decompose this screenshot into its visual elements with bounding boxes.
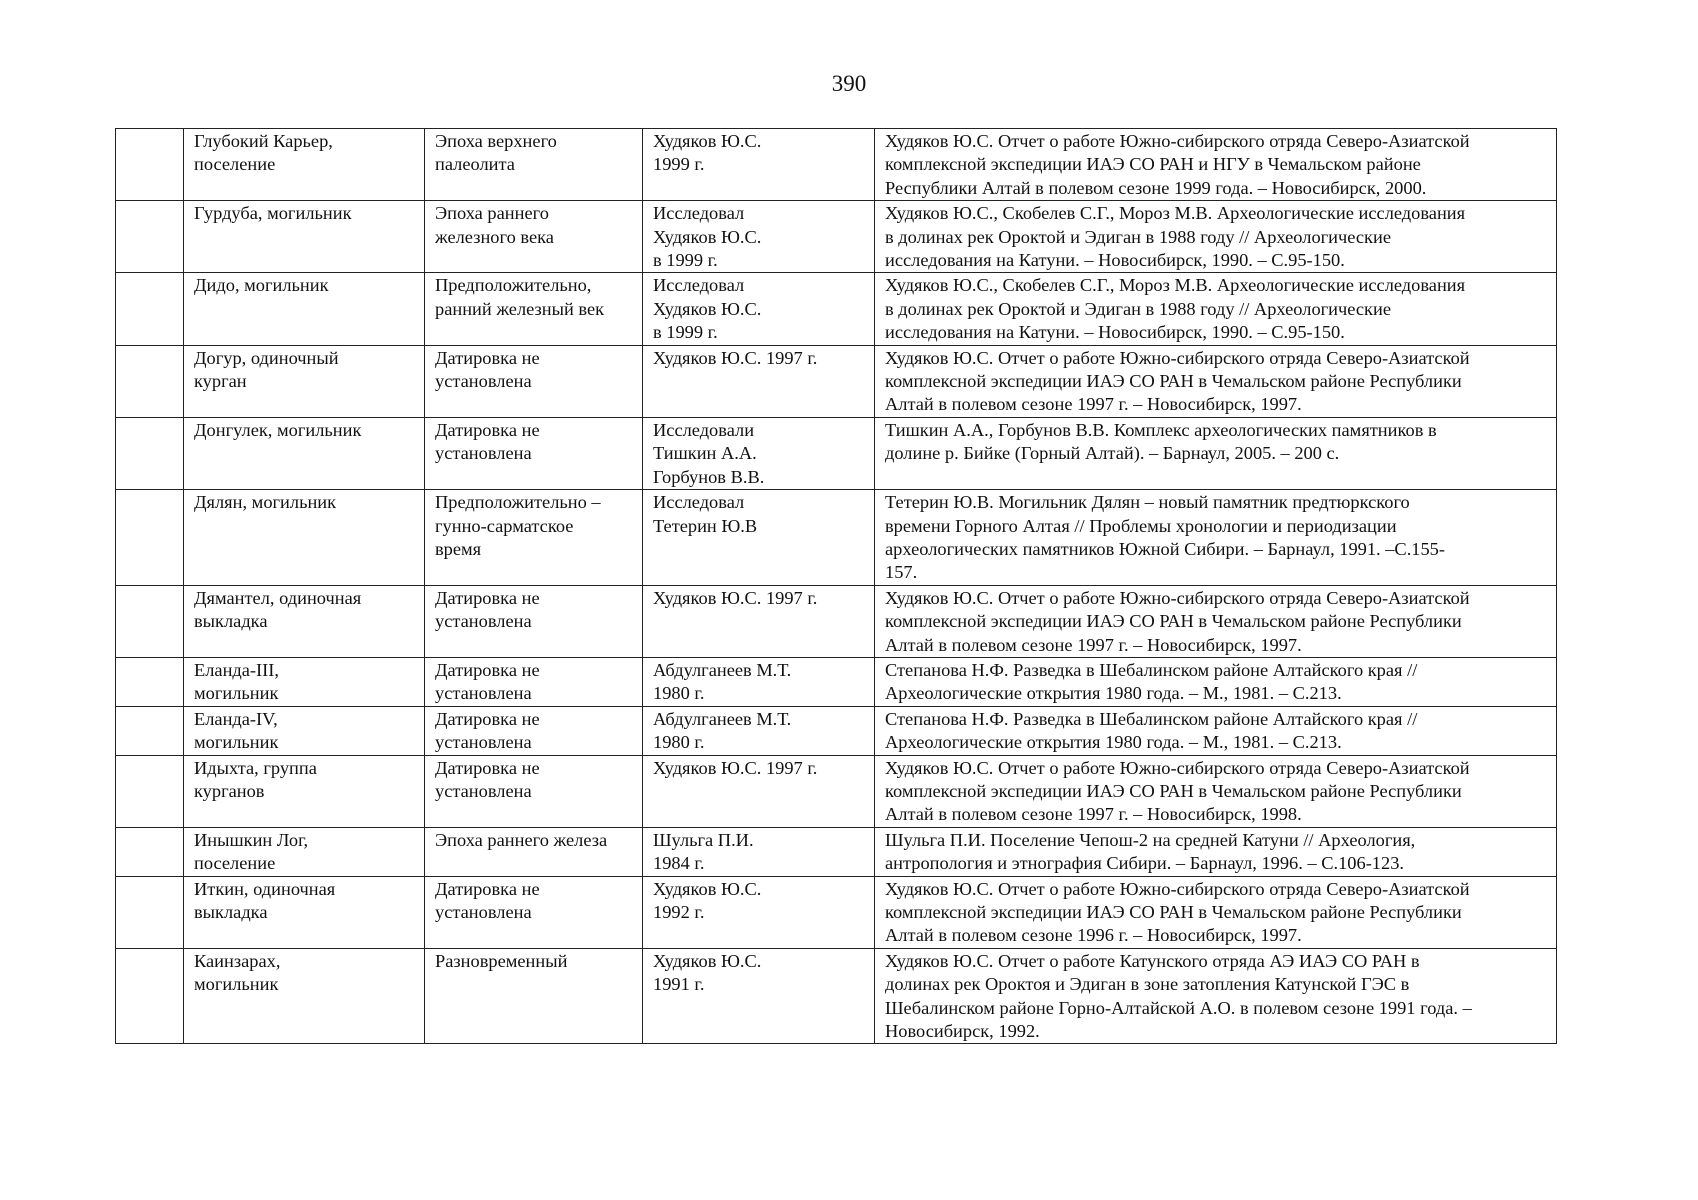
dating-cell: Датировка не установлена: [425, 755, 643, 827]
site-name-cell: Еланда-IV, могильник: [184, 706, 425, 755]
site-name-cell: Каинзарах, могильник: [184, 948, 425, 1044]
literature-cell: Худяков Ю.С. Отчет о работе Южно-сибирского отряда Северо-Азиатской комплексной экспедиции ИАЭ СО РАН в Чемальском районе Республики Алтай в полевом сезоне 1997 г. – Новосибирск, 1997.: [875, 345, 1557, 417]
dating-cell: Датировка не установлена: [425, 345, 643, 417]
researcher-cell: Исследовал Худяков Ю.С. в 1999 г.: [643, 201, 875, 273]
table-row: [116, 827, 1557, 876]
site-name-cell: Дямантел, одиночная выкладка: [184, 585, 425, 657]
site-name-cell: Инышкин Лог, поселение: [184, 827, 425, 876]
researcher-cell: Худяков Ю.С. 1997 г.: [643, 755, 875, 827]
site-name-cell: Догур, одиночный курган: [184, 345, 425, 417]
dating-cell: Эпоха раннего железного века: [425, 201, 643, 273]
table-row: [116, 273, 1557, 345]
site-name-cell: Иткин, одиночная выкладка: [184, 876, 425, 948]
table-row: [116, 948, 1557, 1044]
literature-cell: Худяков Ю.С. Отчет о работе Южно-сибирского отряда Северо-Азиатской комплексной экспедиции ИАЭ СО РАН в Чемальском районе Республики Алтай в полевом сезоне 1997 г. – Новосибирск, 1997.: [875, 585, 1557, 657]
table-row: [116, 585, 1557, 657]
page-number: 390: [831, 71, 867, 96]
literature-cell: Тишкин А.А., Горбунов В.В. Комплекс археологических памятников в долине р. Бийке (Горный Алтай). – Барнаул, 2005. – 200 с.: [875, 417, 1557, 489]
table-row: [116, 876, 1557, 948]
literature-cell: Шульга П.И. Поселение Чепош-2 на средней Катуни // Археология, антропология и этнография Сибири. – Барнаул, 1996. – С.106-123.: [875, 827, 1557, 876]
researcher-cell: Исследовали Тишкин А.А. Горбунов В.В.: [643, 417, 875, 489]
site-name-cell: Идыхта, группа курганов: [184, 755, 425, 827]
table-row: [116, 490, 1557, 586]
table-body: [116, 129, 1557, 1044]
row-number-cell: [116, 585, 184, 657]
literature-cell: Худяков Ю.С., Скобелев С.Г., Мороз М.В. Археологические исследования в долинах рек Ороктой и Эдиган в 1988 году // Археологические исследования на Катуни. – Новосибирск, 1990. – С.95-150.: [875, 273, 1557, 345]
literature-cell: Степанова Н.Ф. Разведка в Шебалинском районе Алтайского края // Археологические открытия 1980 года. – М., 1981. – С.213.: [875, 706, 1557, 755]
dating-cell: Датировка не установлена: [425, 657, 643, 706]
literature-cell: Худяков Ю.С. Отчет о работе Южно-сибирского отряда Северо-Азиатской комплексной экспедиции ИАЭ СО РАН в Чемальском районе Республики Алтай в полевом сезоне 1996 г. – Новосибирск, 1997.: [875, 876, 1557, 948]
dating-cell: Датировка не установлена: [425, 876, 643, 948]
researcher-cell: Исследовал Тетерин Ю.В: [643, 490, 875, 586]
dating-cell: Предположительно – гунно-сарматское время: [425, 490, 643, 586]
monuments-table: [115, 128, 1557, 1044]
dating-cell: Эпоха раннего железа: [425, 827, 643, 876]
table-row: [116, 129, 1557, 201]
literature-cell: Худяков Ю.С. Отчет о работе Катунского отряда АЭ ИАЭ СО РАН в долинах рек Ороктоя и Эдиган в зоне затопления Катунской ГЭС в Шебалинском районе Горно-Алтайской А.О. в полевом сезоне 1991 года. – Новосибирск, 1992.: [875, 948, 1557, 1044]
researcher-cell: Абдулганеев М.Т. 1980 г.: [643, 706, 875, 755]
literature-cell: Худяков Ю.С., Скобелев С.Г., Мороз М.В. Археологические исследования в долинах рек Ороктой и Эдиган в 1988 году // Археологические исследования на Катуни. – Новосибирск, 1990. – С.95-150.: [875, 201, 1557, 273]
dating-cell: Датировка не установлена: [425, 706, 643, 755]
researcher-cell: Абдулганеев М.Т. 1980 г.: [643, 657, 875, 706]
dating-cell: Датировка не установлена: [425, 417, 643, 489]
dating-cell: Разновременный: [425, 948, 643, 1044]
row-number-cell: [116, 755, 184, 827]
researcher-cell: Худяков Ю.С. 1999 г.: [643, 129, 875, 201]
table-row: [116, 657, 1557, 706]
researcher-cell: Исследовал Худяков Ю.С. в 1999 г.: [643, 273, 875, 345]
site-name-cell: Глубокий Карьер, поселение: [184, 129, 425, 201]
literature-cell: Тетерин Ю.В. Могильник Дялян – новый памятник предтюркского времени Горного Алтая // Проблемы хронологии и периодизации археологических памятников Южной Сибири. – Барнаул, 1991. –С.155- 157.: [875, 490, 1557, 586]
row-number-cell: [116, 417, 184, 489]
row-number-cell: [116, 706, 184, 755]
row-number-cell: [116, 345, 184, 417]
row-number-cell: [116, 657, 184, 706]
table-row: [116, 345, 1557, 417]
table-row: [116, 755, 1557, 827]
site-name-cell: Еланда-III, могильник: [184, 657, 425, 706]
dating-cell: Датировка не установлена: [425, 585, 643, 657]
site-name-cell: Донгулек, могильник: [184, 417, 425, 489]
site-name-cell: Дидо, могильник: [184, 273, 425, 345]
row-number-cell: [116, 129, 184, 201]
row-number-cell: [116, 273, 184, 345]
literature-cell: Степанова Н.Ф. Разведка в Шебалинском районе Алтайского края // Археологические открытия 1980 года. – М., 1981. – С.213.: [875, 657, 1557, 706]
table-row: [116, 417, 1557, 489]
researcher-cell: Худяков Ю.С. 1992 г.: [643, 876, 875, 948]
dating-cell: Эпоха верхнего палеолита: [425, 129, 643, 201]
literature-cell: Худяков Ю.С. Отчет о работе Южно-сибирского отряда Северо-Азиатской комплексной экспедиции ИАЭ СО РАН и НГУ в Чемальском районе Республики Алтай в полевом сезоне 1999 года. – Новосибирск, 2000.: [875, 129, 1557, 201]
table-row: [116, 201, 1557, 273]
row-number-cell: [116, 876, 184, 948]
row-number-cell: [116, 948, 184, 1044]
dating-cell: Предположительно, ранний железный век: [425, 273, 643, 345]
row-number-cell: [116, 490, 184, 586]
researcher-cell: Худяков Ю.С. 1991 г.: [643, 948, 875, 1044]
row-number-cell: [116, 201, 184, 273]
site-name-cell: Гурдуба, могильник: [184, 201, 425, 273]
table-row: [116, 706, 1557, 755]
researcher-cell: Шульга П.И. 1984 г.: [643, 827, 875, 876]
researcher-cell: Худяков Ю.С. 1997 г.: [643, 345, 875, 417]
researcher-cell: Худяков Ю.С. 1997 г.: [643, 585, 875, 657]
site-name-cell: Дялян, могильник: [184, 490, 425, 586]
literature-cell: Худяков Ю.С. Отчет о работе Южно-сибирского отряда Северо-Азиатской комплексной экспедиции ИАЭ СО РАН в Чемальском районе Республики Алтай в полевом сезоне 1997 г. – Новосибирск, 1998.: [875, 755, 1557, 827]
row-number-cell: [116, 827, 184, 876]
